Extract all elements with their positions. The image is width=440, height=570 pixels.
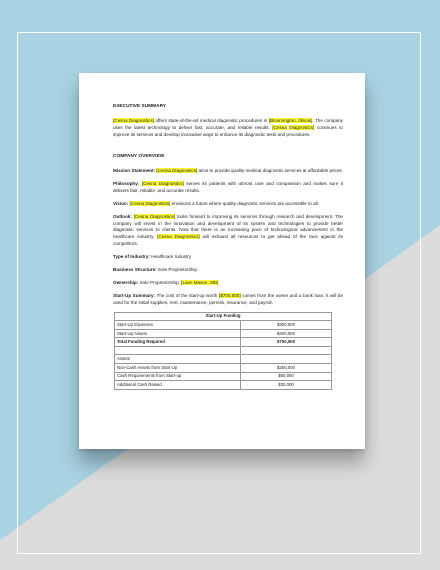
executive-summary-paragraph [113,118,343,139]
text-run: looks forward to improving its services through research and development. The company will invest in the innovation and development of its system and technologies to provide better diagnostic services to clients. Now that there is an increasing pace of technological advancement in the healthcare industry, [113,213,343,240]
highlight-company-name: [Cesna Diagnostics] [157,234,200,240]
business-structure-paragraph [113,267,343,274]
text-run: aims to provide quality medical diagnostic services at affordable prices. [197,168,343,174]
structure-value: Sole Proprietorship [156,266,197,272]
text-run: The cost of the start-up worth [155,292,219,298]
outlook-paragraph [113,214,343,248]
mission-statement-paragraph [113,168,343,175]
table-row [115,381,332,390]
document-page [79,73,365,449]
text-run: continues to improve its services and develop innovative ways to enhance its diagnostic tests and procedures. [113,125,343,137]
text-run: offers state-of-the-art medical diagnostic procedures in [154,118,269,124]
vision-label: Vision: [113,200,129,206]
table-cell-label: Non-Cash Assets from Start-Up [115,364,241,373]
table-cell-value: $300,000 [241,321,332,330]
company-overview-heading: COMPANY OVERVIEW [113,153,165,159]
vision-paragraph [113,201,343,208]
philosophy-paragraph [113,181,343,195]
highlight-company-name: [Cesna Diagnostics] [113,118,155,124]
text-run: serves its patients with utmost care and compassion and makes sure it delivers fast, reliable, and accurate results. [113,180,344,193]
table-cell-value: $400,000 [241,329,332,338]
table-row [115,372,332,381]
industry-paragraph [113,254,343,261]
table-cell-value: $60,000 [241,372,332,381]
highlight-company-name: [Cesna [272,125,287,131]
ownership-label: Ownership: [113,279,139,285]
text-run: . The company uses the latest technology to deliver fast, accurate, and reliable results. [113,118,343,131]
mission-label: Mission Statement: [113,168,156,174]
industry-value: Healthcare Industry [149,254,192,260]
startup-funding-table [114,312,332,390]
table-title: Start-Up Funding [115,312,332,321]
highlight-company-name: Diagnostics] [289,125,315,131]
table-cell-label: Additional Cash Raised [115,381,241,390]
table-cell-label: Start-Up Expenses [115,321,241,330]
table-title-row [115,312,332,321]
startup-label: Start-Up Summary: [113,292,156,298]
ownership-paragraph [113,280,343,287]
highlight-location: [Bloomington, Illinois] [268,118,313,124]
philosophy-label: Philosophy: [113,180,140,186]
executive-summary-heading: EXECUTIVE SUMMARY [113,104,167,109]
text-run: comes from the owner and a bank loan. It will be used for the initial supplies, rent, maintenance, permits, insurance, and payroll. [113,292,343,305]
text-run: will exhaust all resources to get ahead of the race against its competitors. [113,234,343,247]
table-row [115,355,332,364]
table-row-total [115,338,332,347]
highlight-company-name: [Cesna Diagnostics] [141,180,184,186]
table-row [115,321,332,330]
outlook-label: Outlook: [113,213,132,219]
table-cell-value: $700,000 [241,338,332,347]
highlight-amount: [$700,000] [218,292,241,298]
table-cell-label: Total Funding Required [115,338,241,347]
structure-label: Business Structure: [113,266,157,272]
table-row [115,364,332,373]
startup-summary-paragraph [113,293,343,307]
table-row [115,329,332,338]
table-cell-value [241,346,332,355]
table-cell-value: $30,000 [241,381,332,390]
text-run: envisions a future where quality diagnostic services are accessible to all. [170,200,319,206]
table-cell-value [241,355,332,364]
table-cell-value: $250,000 [241,364,332,373]
ownership-value: Sole Proprietorship, [138,279,182,285]
highlight-company-name: [Cesna Diagnostics] [156,168,198,174]
table-cell-label: Start-Up Assets [115,329,241,338]
table-cell-label: Cash Requirements from Start-up [115,372,241,381]
highlight-owner-name: [Liam Mason, MD] [181,279,219,285]
table-cell-label [115,346,241,355]
industry-label: Type of Industry: [113,254,150,260]
table-cell-label: Assets [115,355,241,364]
highlight-company-name: [Cesna Diagnostics] [129,200,171,206]
table-row-empty [115,346,332,355]
highlight-company-name: [Cesna Diagnostics] [133,213,176,219]
